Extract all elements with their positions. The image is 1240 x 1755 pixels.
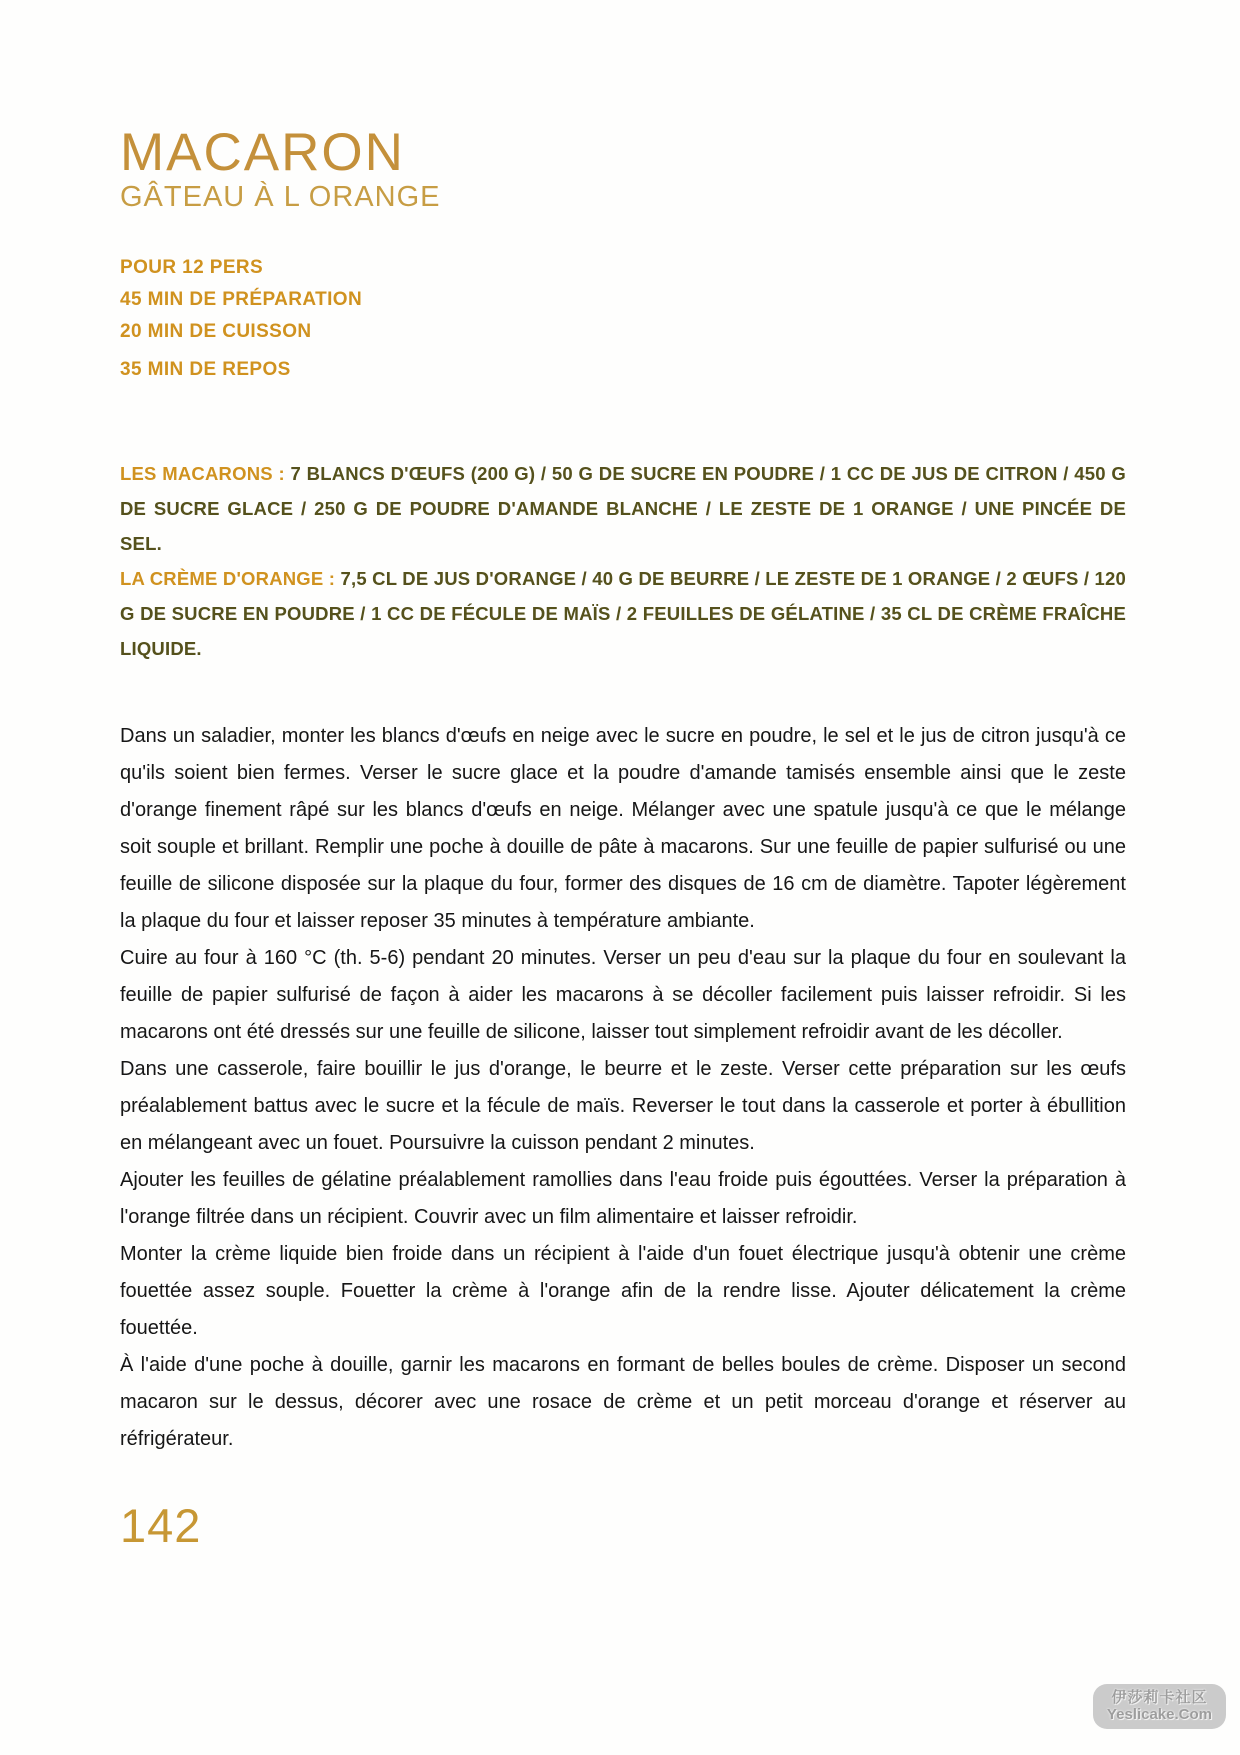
instruction-paragraph: Monter la crème liquide bien froide dans un récipient à l'aide d'un fouet électrique jusqu'à obtenir une crème fouettée assez souple. Fouetter la crème à l'orange afin de la rendre lisse. Ajouter délicatement la crème fouettée.: [120, 1243, 1126, 1339]
page-number: 142: [120, 1499, 202, 1552]
ingredient-group-label: LES MACARONS :: [120, 463, 285, 484]
ingredient-group-text: 7,5 CL DE JUS D'ORANGE / 40 G DE BEURRE / LE ZESTE DE 1 ORANGE / 2 ŒUFS / 120 G DE SUCRE EN POUDRE / 1 CC DE FÉCULE DE MAÏS / 2 FEUILLES DE GÉLATINE / 35 CL DE CRÈME FRAÎCHE LIQUIDE.: [120, 568, 1127, 659]
ingredient-group-label: LA CRÈME D'ORANGE :: [120, 568, 336, 589]
servings-info: POUR 12 PERS: [120, 257, 264, 278]
instruction-paragraph: Dans une casserole, faire bouillir le jus d'orange, le beurre et le zeste. Verser cette préparation sur les œufs préalablement battus avec le sucre et la fécule de maïs. Reverser le tout dans la casserole et porter à ébullition en mélangeant avec un fouet. Poursuivre la cuisson pendant 2 minutes.: [120, 1058, 1126, 1154]
watermark-text-cn: 伊莎莉卡社区: [1111, 1689, 1208, 1706]
instruction-paragraph: Dans un saladier, monter les blancs d'œufs en neige avec le sucre en poudre, le sel et le jus de citron jusqu'à ce qu'ils soient bien fermes. Verser le sucre glace et la poudre d'amande tamisés ensemble ainsi que le zeste d'orange finement râpé sur les blancs d'œufs en neige. Mélanger avec une spatule jusqu'à ce que le mélange soit souple et brillant. Remplir une poche à douille de pâte à macarons. Sur une feuille de papier sulfurisé ou une feuille de silicone disposée sur la plaque du four, former des disques de 16 cm de diamètre. Tapoter légèrement la plaque du four et laisser reposer 35 minutes à température ambiante.: [120, 725, 1126, 932]
ingredient-group-text: 7 BLANCS D'ŒUFS (200 G) / 50 G DE SUCRE EN POUDRE / 1 CC DE JUS DE CITRON / 450 G DE SUCRE GLACE / 250 G DE POUDRE D'AMANDE BLANCHE / LE ZESTE DE 1 ORANGE / UNE PINCÉE DE SEL.: [120, 463, 1126, 554]
watermark-text-url: Yeslicake.Com: [1106, 1706, 1212, 1723]
watermark-badge: [1093, 1684, 1226, 1729]
instruction-paragraph: À l'aide d'une poche à douille, garnir les macarons en formant de belles boules de crème. Disposer un second macaron sur le dessus, décorer avec une rosace de crème et un petit morceau d'orange et réserver au réfrigérateur.: [120, 1354, 1126, 1450]
ingredients-section: [120, 456, 1126, 666]
recipe-subtitle: GÂTEAU À L ORANGE: [120, 181, 441, 213]
instruction-paragraph: Ajouter les feuilles de gélatine préalablement ramollies dans l'eau froide puis égouttées. Verser la préparation à l'orange filtrée dans un récipient. Couvrir avec un film alimentaire et laisser refroidir.: [120, 1169, 1126, 1228]
ingredient-group-macarons: [120, 456, 1126, 561]
page-content: [120, 0, 1126, 1458]
ingredient-group-creme-orange: [120, 561, 1126, 666]
instructions-section: [120, 718, 1126, 1458]
recipe-meta: [120, 252, 1126, 386]
cook-time-info: 20 MIN DE CUISSON: [120, 321, 312, 342]
prep-time-info: 45 MIN DE PRÉPARATION: [120, 289, 363, 310]
recipe-title: MACARON: [120, 123, 405, 182]
instruction-paragraph: Cuire au four à 160 °C (th. 5-6) pendant 20 minutes. Verser un peu d'eau sur la plaque du four en soulevant la feuille de papier sulfurisé de façon à aider les macarons à se décoller facilement puis laisser refroidir. Si les macarons ont été dressés sur une feuille de silicone, laisser tout simplement refroidir avant de les décoller.: [120, 947, 1126, 1043]
rest-time-info: 35 MIN DE REPOS: [120, 359, 291, 380]
